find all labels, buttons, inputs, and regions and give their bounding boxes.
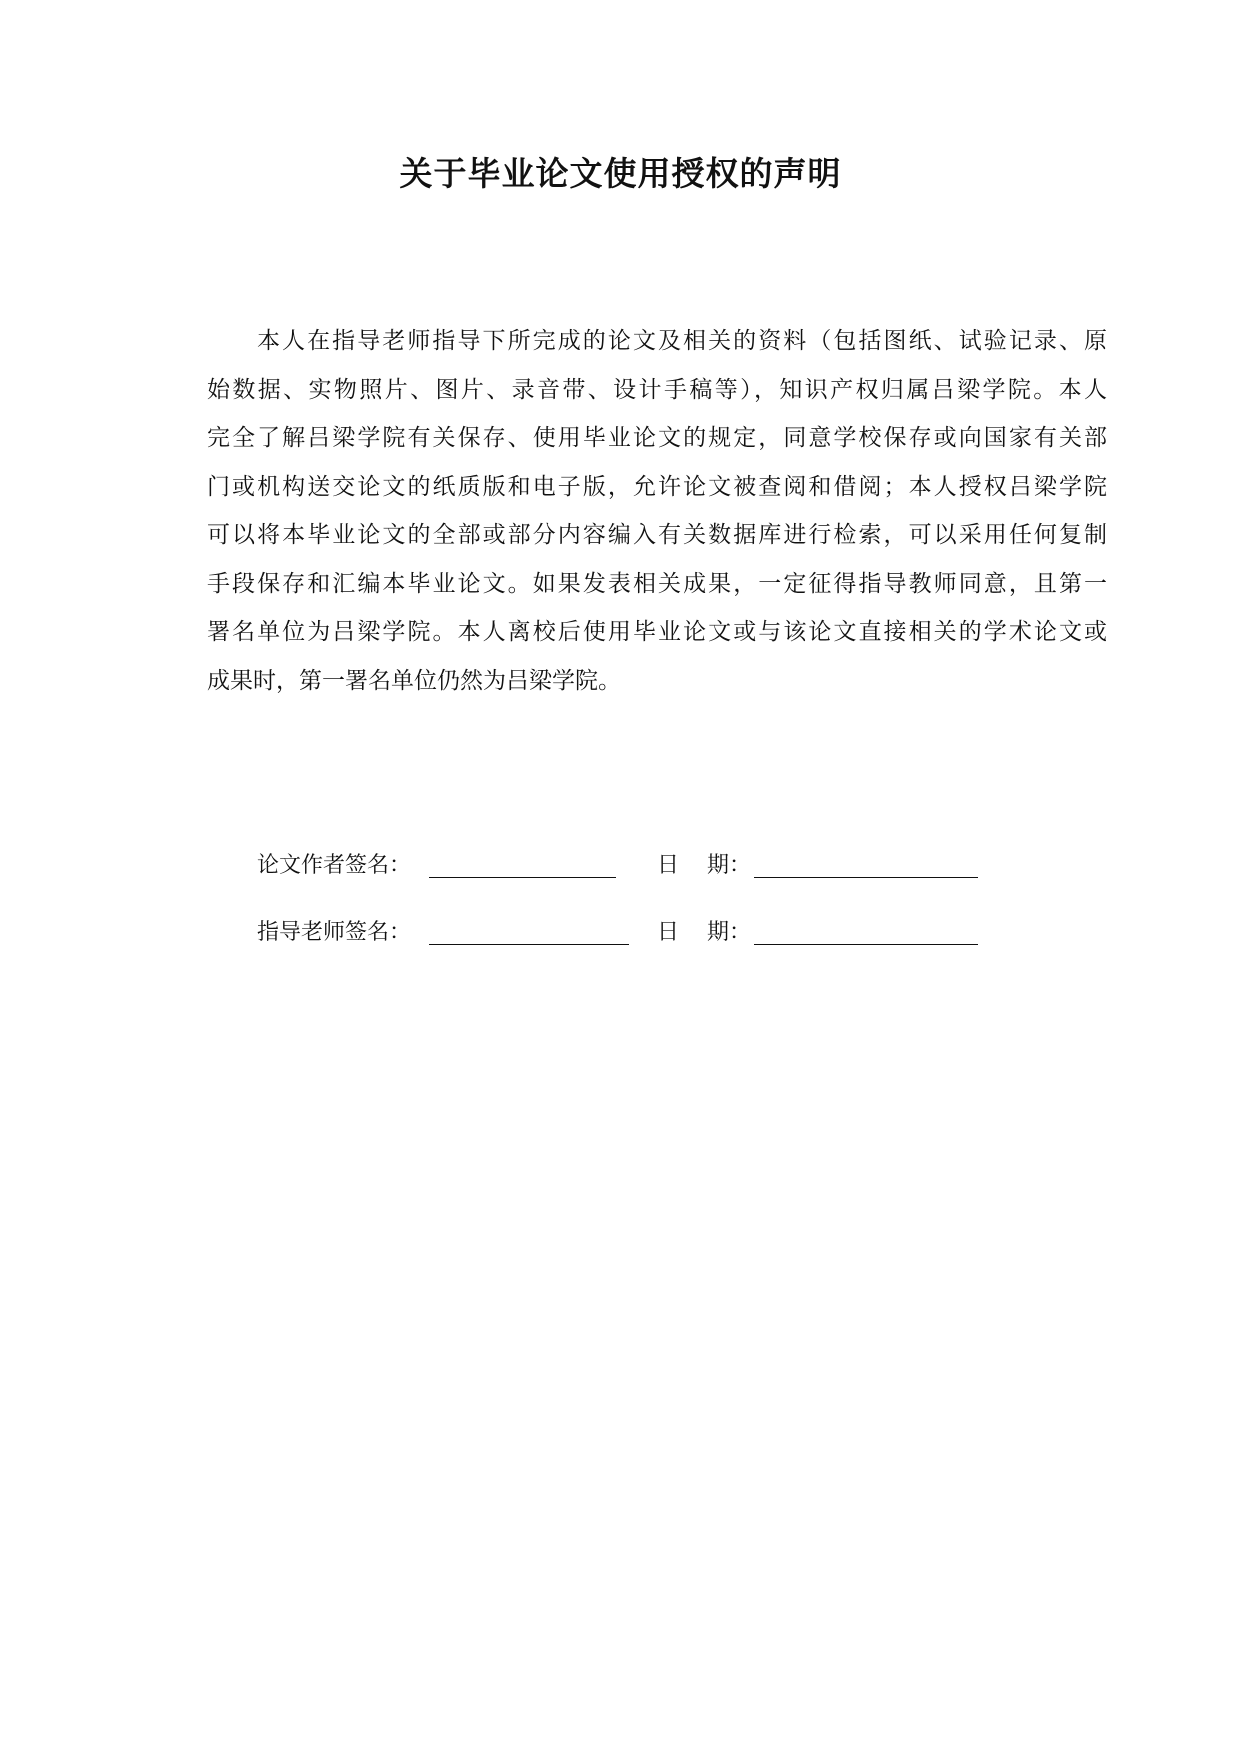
advisor-signature-line[interactable]	[429, 944, 629, 945]
body-line: 手段保存和汇编本毕业论文。如果发表相关成果，一定征得指导教师同意，且第一	[207, 570, 1107, 597]
author-signature-line[interactable]	[429, 877, 616, 878]
page-title: 关于毕业论文使用授权的声明	[399, 154, 842, 193]
date-label-char: 日	[657, 920, 680, 945]
date-label-char: 期：	[707, 853, 752, 878]
date-label-char: 日	[657, 853, 680, 878]
body-line: 署名单位为吕梁学院。本人离校后使用毕业论文或与该论文直接相关的学术论文或	[207, 619, 1107, 645]
advisor-date-label	[657, 915, 751, 951]
author-date-line[interactable]	[754, 877, 978, 878]
body-line: 始数据、实物照片、图片、录音带、设计手稿等），知识产权归属吕梁学院。本人	[207, 376, 1107, 403]
advisor-signature-label: 指导老师签名：	[257, 920, 412, 945]
advisor-date-line[interactable]	[754, 944, 978, 945]
date-label-char: 期：	[707, 920, 752, 945]
author-date-label	[657, 848, 751, 884]
advisor-signature-row	[257, 915, 1017, 951]
body-line: 门或机构送交论文的纸质版和电子版，允许论文被查阅和借阅；本人授权吕梁学院	[207, 473, 1107, 500]
body-line: 本人在指导老师指导下所完成的论文及相关的资料（包括图纸、试验记录、原	[257, 328, 1107, 354]
body-line: 可以将本毕业论文的全部或部分内容编入有关数据库进行检索，可以采用任何复制	[207, 522, 1107, 548]
author-signature-label: 论文作者签名：	[257, 853, 412, 878]
body-line: 成果时，第一署名单位仍然为吕梁学院。	[207, 667, 621, 694]
author-signature-row	[257, 848, 1017, 884]
body-line: 完全了解吕梁学院有关保存、使用毕业论文的规定，同意学校保存或向国家有关部	[207, 425, 1107, 451]
declaration-body	[207, 317, 1107, 705]
